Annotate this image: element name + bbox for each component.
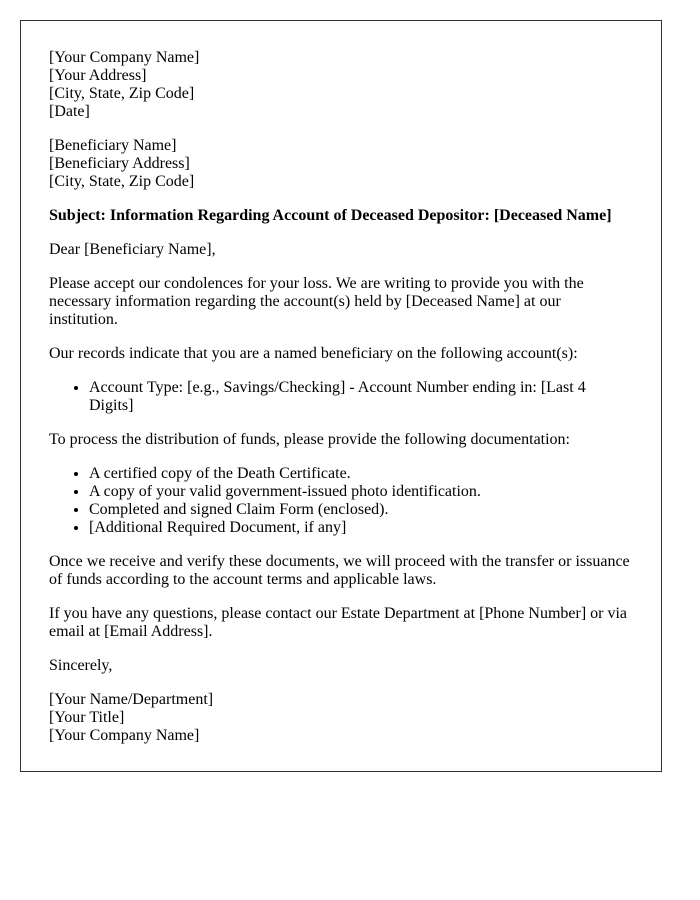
subject-line: Subject: Information Regarding Account of Deceased Depositor: [Deceased Name] bbox=[49, 207, 612, 224]
closing: Sincerely, bbox=[49, 657, 113, 674]
sender-city: [City, State, Zip Code] bbox=[49, 85, 195, 102]
sender-company: [Your Company Name] bbox=[49, 49, 200, 66]
contact-paragraph: If you have any questions, please contact our Estate Department at [Phone Number] or via email at [Email Address]. bbox=[49, 605, 628, 640]
recipient-city: [City, State, Zip Code] bbox=[49, 173, 195, 190]
records-paragraph: Our records indicate that you are a named beneficiary on the following account(s): bbox=[49, 345, 578, 362]
process-paragraph: To process the distribution of funds, please provide the following documentation: bbox=[49, 431, 570, 448]
accounts-list bbox=[49, 379, 632, 415]
documents-list bbox=[49, 465, 632, 537]
letter bbox=[20, 20, 662, 772]
sender-address: [Your Address] bbox=[49, 67, 147, 84]
list-item: • Account Type: [e.g., Savings/Checking] - Account Number ending in: [Last 4 Digits] bbox=[89, 379, 632, 415]
list-item: • [Additional Required Document, if any] bbox=[89, 519, 632, 537]
list-item: • A copy of your valid government-issued photo identification. bbox=[89, 483, 632, 501]
signature-company: [Your Company Name] bbox=[49, 727, 200, 744]
letter-date: [Date] bbox=[49, 103, 90, 120]
signature-name: [Your Name/Department] bbox=[49, 691, 214, 708]
salutation: Dear [Beneficiary Name], bbox=[49, 241, 216, 258]
signature-title: [Your Title] bbox=[49, 709, 125, 726]
recipient-name: [Beneficiary Name] bbox=[49, 137, 177, 154]
signature-block bbox=[49, 691, 632, 745]
intro-paragraph: Please accept our condolences for your loss. We are writing to provide you with the necessary information regarding the account(s) held by [Deceased Name] at our institution. bbox=[49, 275, 584, 328]
verify-paragraph: Once we receive and verify these documents, we will proceed with the transfer or issuance of funds according to the account terms and applicable laws. bbox=[49, 553, 630, 588]
list-item: • A certified copy of the Death Certificate. bbox=[89, 465, 632, 483]
list-item: • Completed and signed Claim Form (enclosed). bbox=[89, 501, 632, 519]
recipient-address: [Beneficiary Address] bbox=[49, 155, 190, 172]
recipient-block bbox=[49, 137, 632, 191]
sender-block bbox=[49, 49, 632, 121]
